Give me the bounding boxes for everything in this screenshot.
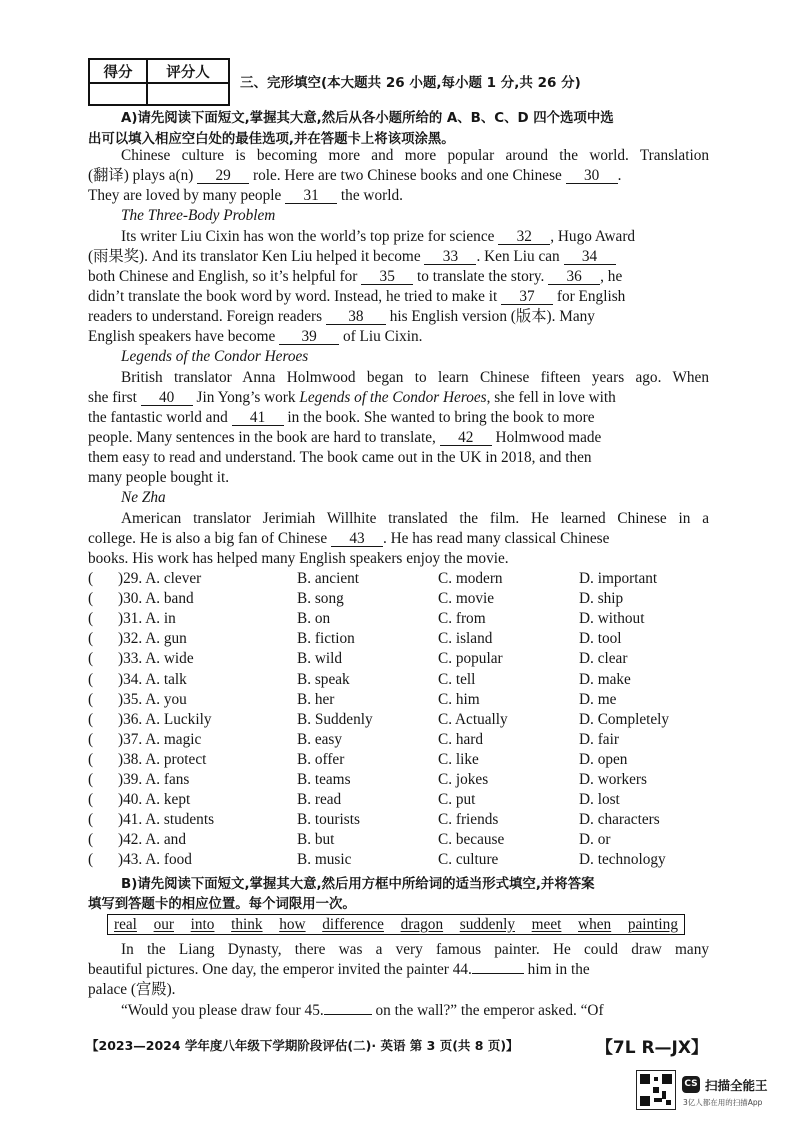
passage-line: (翻译) plays a(n) 29 role. Here are two Chinese books and one Chinese 30 .	[88, 167, 622, 184]
answer-paren: (	[88, 730, 94, 748]
passage-line: people. Many sentences in the book are hard to translate, 42 Holmwood made	[88, 429, 602, 446]
blank-41: 41	[232, 410, 284, 426]
option-c: C. popular	[438, 650, 503, 668]
option-c: C. from	[438, 610, 486, 628]
answer-paren: (	[88, 811, 94, 829]
option-a: )41. A. students	[118, 811, 215, 829]
option-c: C. friends	[438, 811, 499, 829]
blank-33: 33	[424, 249, 476, 265]
blank-36: 36	[548, 269, 600, 285]
option-d: D. me	[579, 690, 617, 708]
option-a: )29. A. clever	[118, 570, 202, 587]
option-b: B. fiction	[297, 630, 355, 648]
option-c: C. tell	[438, 670, 476, 688]
option-b: B. read	[297, 791, 342, 809]
option-d: D. Completely	[579, 710, 670, 728]
answer-paren: (	[88, 570, 94, 587]
part-b-instruction-2: 填写到答题卡的相应位置。每个词限用一次。	[88, 897, 356, 912]
word-box-item: dragon	[400, 915, 444, 933]
passage-line: Chinese culture is becoming more and more popular around the world. Translation	[121, 147, 709, 164]
option-d: D. technology	[579, 851, 666, 869]
option-a: )43. A. food	[118, 851, 192, 869]
word-box-item: when	[578, 915, 612, 933]
answer-paren: (	[88, 670, 94, 688]
passage-line: American translator Jerimiah Willhite translated the film. He learned Chinese in a	[121, 510, 709, 527]
scanner-logo-icon: CS	[682, 1076, 700, 1093]
option-a: )31. A. in	[118, 610, 176, 628]
part-a-instruction-1: A)请先阅读下面短文,掌握其大意,然后从各小题所给的 A、B、C、D 四个选项中选	[121, 111, 614, 126]
passage-line: British translator Anna Holmwood began to learn Chinese fifteen years ago. When	[121, 369, 709, 386]
passage-line: palace (宫殿).	[88, 981, 176, 998]
option-c: C. hard	[438, 730, 484, 748]
word-box-item: our	[153, 915, 174, 933]
word-box-item: suddenly	[459, 915, 515, 933]
option-b: B. speak	[297, 670, 350, 688]
answer-paren: (	[88, 851, 94, 869]
option-d: D. open	[579, 750, 628, 768]
option-d: D. important	[579, 570, 658, 587]
blank-35: 35	[361, 269, 413, 285]
option-c: C. because	[438, 831, 505, 849]
passage-line: beautiful pictures. One day, the emperor invited the painter 44. him in the	[88, 961, 590, 978]
option-b: B. wild	[297, 650, 343, 668]
option-d: D. ship	[579, 590, 624, 608]
option-c: C. him	[438, 690, 480, 708]
option-b: B. Suddenly	[297, 710, 373, 728]
blank-32: 32	[498, 229, 550, 245]
passage-line: college. He is also a big fan of Chinese 43 . He has read many classical Chinese	[88, 530, 610, 547]
blank-38: 38	[326, 309, 386, 325]
word-box-item: how	[279, 915, 306, 933]
option-d: D. workers	[579, 771, 647, 788]
passage-line: many people bought it.	[88, 469, 230, 486]
passage-line: They are loved by many people 31 the world.	[88, 187, 403, 204]
option-a: )32. A. gun	[118, 630, 187, 648]
option-a: )39. A. fans	[118, 771, 190, 788]
word-box-item: difference	[322, 915, 384, 933]
answer-paren: (	[88, 791, 94, 809]
passage-line: English speakers have become 39 of Liu Cixin.	[88, 328, 423, 345]
blank-39: 39	[279, 329, 339, 345]
option-d: D. lost	[579, 791, 620, 809]
heading-three-body: The Three-Body Problem	[121, 207, 276, 224]
score-cell	[89, 83, 147, 105]
option-a: )35. A. you	[118, 690, 187, 708]
option-a: )36. A. Luckily	[118, 710, 212, 728]
grader-header: 评分人	[147, 59, 229, 83]
option-d: D. clear	[579, 650, 628, 668]
blank-31: 31	[285, 188, 337, 204]
qr-code-icon	[636, 1070, 676, 1110]
passage-line: In the Liang Dynasty, there was a very famous painter. He could draw many	[121, 941, 709, 958]
blank-42: 42	[440, 430, 492, 446]
part-b-instruction-1: B)请先阅读下面短文,掌握其大意,然后用方框中所给词的适当形式填空,并将答案	[121, 877, 595, 892]
option-c: C. like	[438, 750, 479, 768]
option-c: C. modern	[438, 570, 503, 587]
option-d: D. without	[579, 610, 645, 628]
word-box-item: meet	[531, 915, 562, 933]
passage-line: she first 40 Jin Yong’s work Legends of the Condor Heroes, she fell in love with	[88, 389, 616, 406]
answer-paren: (	[88, 831, 94, 849]
blank-43: 43	[331, 531, 383, 547]
option-b: B. song	[297, 590, 344, 608]
option-b: B. her	[297, 690, 335, 708]
score-header: 得分	[89, 59, 147, 83]
option-b: B. on	[297, 610, 331, 628]
option-b: B. offer	[297, 750, 345, 768]
answer-paren: (	[88, 750, 94, 768]
option-a: )38. A. protect	[118, 750, 207, 768]
option-a: )30. A. band	[118, 590, 194, 608]
option-d: D. or	[579, 831, 611, 849]
option-c: C. culture	[438, 851, 499, 869]
blank-34: 34	[564, 249, 616, 265]
footer-right: 【7L R—JX】	[595, 1038, 708, 1058]
passage-line: “Would you please draw four 45. on the wall?” the emperor asked. “Of	[121, 1002, 604, 1019]
answer-paren: (	[88, 590, 94, 608]
option-b: B. music	[297, 851, 352, 869]
option-a: )40. A. kept	[118, 791, 191, 809]
option-a: )37. A. magic	[118, 730, 202, 748]
option-d: D. make	[579, 670, 631, 688]
blank-45	[324, 1014, 372, 1015]
footer-left: 【2023—2024 学年度八年级下学期阶段评估(二)· 英语 第 3 页(共 8 页)】	[86, 1038, 519, 1053]
option-b: B. ancient	[297, 570, 360, 587]
passage-line: them easy to read and understand. The book came out in the UK in 2018, and then	[88, 449, 592, 466]
option-b: B. easy	[297, 730, 343, 748]
blank-40: 40	[141, 390, 193, 406]
option-b: B. but	[297, 831, 335, 849]
answer-paren: (	[88, 690, 94, 708]
option-a: )34. A. talk	[118, 670, 187, 688]
scanner-app-name: 扫描全能王	[705, 1078, 768, 1093]
blank-29: 29	[197, 168, 249, 184]
scanner-tagline: 3亿人都在用的扫描App	[683, 1098, 763, 1107]
option-a: )33. A. wide	[118, 650, 194, 668]
answer-paren: (	[88, 771, 94, 788]
score-table	[88, 58, 230, 106]
option-c: C. Actually	[438, 710, 508, 728]
word-box-item: real	[114, 915, 137, 933]
option-d: D. characters	[579, 811, 660, 829]
passage-line: the fantastic world and 41 in the book. She wanted to bring the book to more	[88, 409, 595, 426]
word-box	[107, 914, 685, 935]
answer-paren: (	[88, 710, 94, 728]
blank-30: 30	[566, 168, 618, 184]
passage-line: both Chinese and English, so it’s helpful for 35 to translate the story. 36 , he	[88, 268, 623, 285]
option-c: C. jokes	[438, 771, 489, 788]
option-c: C. island	[438, 630, 493, 648]
passage-line: Its writer Liu Cixin has won the world’s top prize for science 32 , Hugo Award	[121, 228, 636, 245]
page-footer	[86, 1036, 708, 1056]
blank-37: 37	[501, 289, 553, 305]
option-d: D. tool	[579, 630, 622, 648]
answer-paren: (	[88, 610, 94, 628]
grader-cell	[147, 83, 229, 105]
option-d: D. fair	[579, 730, 619, 748]
passage-line: readers to understand. Foreign readers 38 his English version (版本). Many	[88, 308, 595, 325]
answer-paren: (	[88, 650, 94, 668]
option-b: B. tourists	[297, 811, 360, 829]
word-box-item: into	[190, 915, 215, 933]
word-box-item: painting	[627, 915, 678, 933]
section-title: 三、完形填空(本大题共 26 小题,每小题 1 分,共 26 分)	[240, 75, 581, 91]
passage-line: didn’t translate the book word by word. Instead, he tried to make it 37 for English	[88, 288, 626, 305]
option-c: C. movie	[438, 590, 495, 608]
heading-ne-zha: Ne Zha	[121, 489, 166, 506]
part-a-instruction-2: 出可以填入相应空白处的最佳选项,并在答题卡上将该项涂黑。	[88, 132, 455, 147]
option-c: C. put	[438, 791, 476, 809]
heading-condor-heroes: Legends of the Condor Heroes	[121, 348, 309, 365]
word-box-item: think	[231, 915, 263, 933]
passage-line: (雨果奖). And its translator Ken Liu helped it become 33 . Ken Liu can 34	[88, 248, 616, 266]
passage-line: books. His work has helped many English speakers enjoy the movie.	[88, 550, 509, 567]
answer-paren: (	[88, 630, 94, 648]
option-a: )42. A. and	[118, 831, 186, 849]
blank-44	[472, 973, 524, 974]
option-b: B. teams	[297, 771, 351, 788]
